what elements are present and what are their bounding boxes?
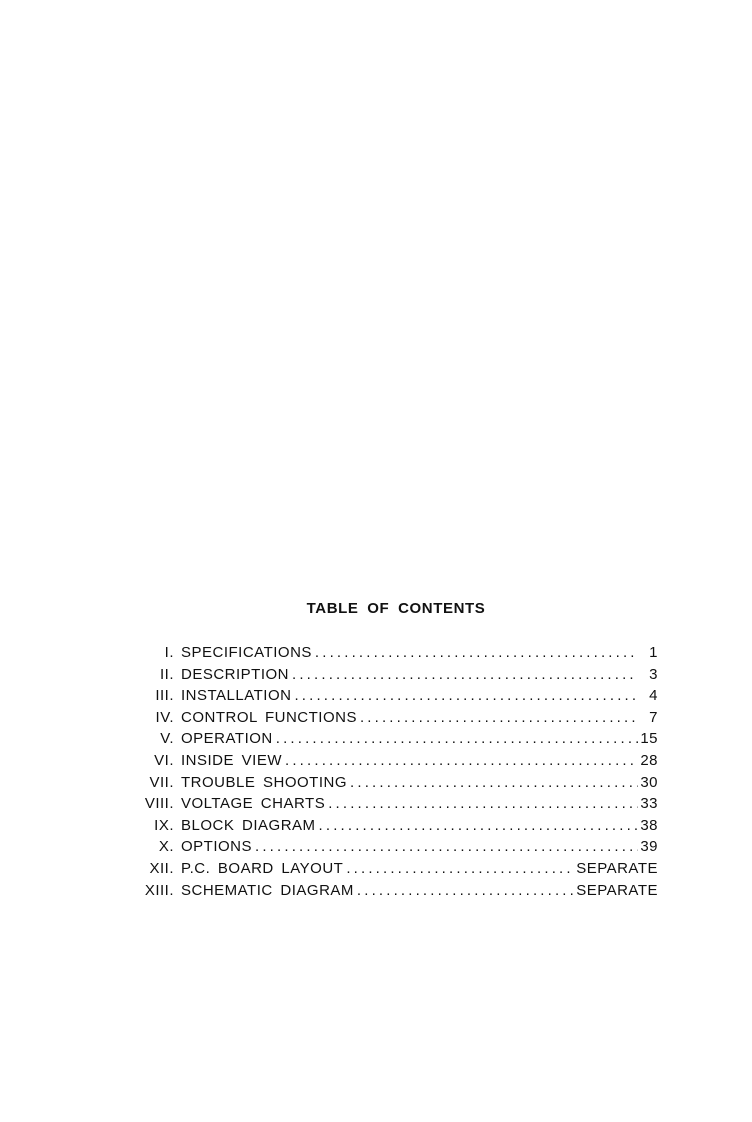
toc-dot-leader (285, 752, 638, 769)
toc-entry-number: III. (155, 687, 174, 705)
toc-entry-label: TROUBLE SHOOTING (181, 773, 348, 791)
toc-entry-options (130, 838, 658, 860)
toc-entry-page: SEPARATE (576, 859, 658, 877)
toc-entry-voltage-charts (130, 795, 658, 817)
toc-entry-number: V. (160, 730, 174, 748)
toc-entry-page: 7 (649, 708, 658, 726)
toc-dot-leader (255, 838, 638, 855)
toc-entry-page: SEPARATE (576, 881, 658, 899)
toc-entry-control-functions (130, 709, 658, 731)
toc-entry-schematic-diagram (130, 882, 658, 904)
toc-entry-page: 15 (640, 730, 658, 748)
toc-entry-label: OPTIONS (181, 838, 253, 856)
toc-entry-trouble-shooting (130, 774, 658, 796)
toc-entry-page: 1 (649, 644, 658, 661)
toc-entry-number: X. (158, 838, 174, 856)
toc-entry-number: I. (164, 644, 174, 661)
toc-dot-leader (315, 644, 638, 661)
toc-entry-number: II. (159, 665, 174, 683)
toc-dot-leader (360, 709, 638, 726)
toc-entry-label: INSIDE VIEW (181, 751, 283, 769)
toc-entry-page: 4 (649, 687, 658, 705)
toc-entry-installation (130, 687, 658, 709)
toc-entry-number: XII. (149, 859, 174, 877)
toc-dot-leader (276, 730, 638, 747)
toc-dot-leader (357, 882, 574, 899)
toc-entry-number: XIII. (144, 881, 174, 899)
toc-entry-page: 33 (640, 795, 658, 813)
toc-entry-page: 3 (649, 665, 658, 683)
toc-list (130, 644, 658, 903)
toc-entry-specifications (130, 644, 658, 666)
toc-entry-label: SCHEMATIC DIAGRAM (181, 881, 354, 899)
toc-entry-label: DESCRIPTION (181, 665, 290, 683)
toc-entry-label: SPECIFICATIONS (181, 644, 312, 661)
toc-dot-leader (328, 795, 638, 812)
toc-entry-block-diagram (130, 817, 658, 839)
toc-entry-number: IX. (154, 816, 174, 834)
toc-entry-number: IV. (155, 708, 174, 726)
toc-entry-page: 30 (640, 773, 658, 791)
toc-dot-leader (292, 666, 638, 683)
toc-entry-inside-view (130, 752, 658, 774)
toc-entry-number: VIII. (144, 795, 174, 813)
toc-entry-label: INSTALLATION (181, 687, 292, 705)
toc-entry-label: P.C. BOARD LAYOUT (181, 859, 344, 877)
toc-entry-page: 38 (640, 816, 658, 834)
toc-entry-label: CONTROL FUNCTIONS (181, 708, 357, 726)
toc-dot-leader (294, 687, 638, 704)
toc-entry-label: BLOCK DIAGRAM (181, 816, 316, 834)
toc-entry-label: VOLTAGE CHARTS (181, 795, 326, 813)
toc-entry-page: 28 (640, 751, 658, 769)
toc-entry-operation (130, 730, 658, 752)
toc-dot-leader (319, 817, 638, 834)
toc-entry-pc-board-layout (130, 860, 658, 882)
toc-entry-label: OPERATION (181, 730, 273, 748)
toc-title: TABLE OF CONTENTS (306, 600, 486, 617)
toc-entry-description (130, 666, 658, 688)
toc-dot-leader (346, 860, 574, 877)
toc-dot-leader (350, 774, 638, 791)
toc-entry-page: 39 (640, 838, 658, 856)
toc-entry-number: VII. (149, 773, 174, 791)
toc-entry-number: VI. (154, 751, 174, 769)
